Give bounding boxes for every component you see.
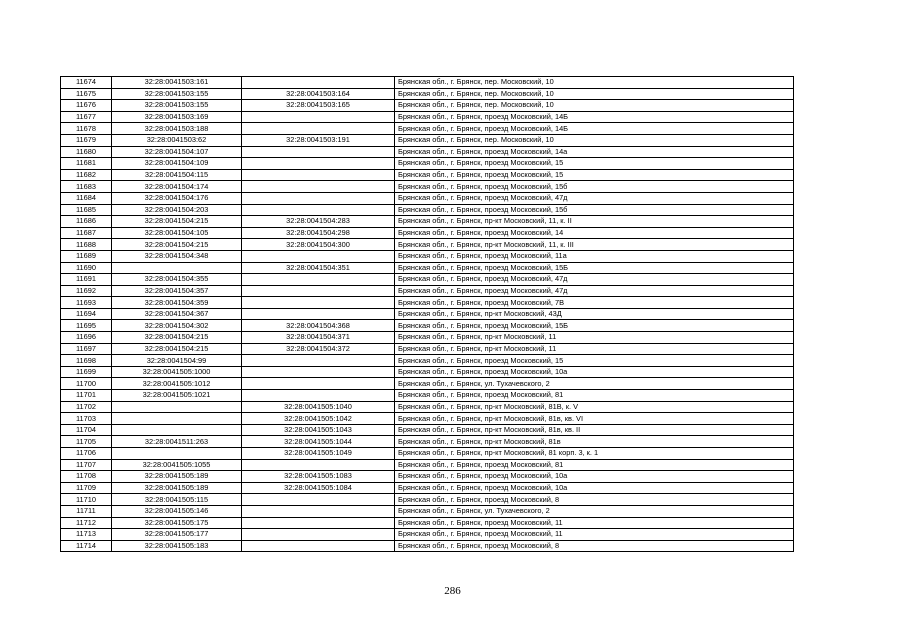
cadastral-number-cell: 32:28:0041504:215	[112, 216, 242, 228]
cadastral-number-cell: 32:28:0041504:355	[112, 274, 242, 286]
row-number-cell: 11683	[61, 181, 112, 193]
object-number-cell: 32:28:0041503:191	[242, 134, 395, 146]
row-number-cell: 11708	[61, 471, 112, 483]
cadastral-number-cell: 32:28:0041503:161	[112, 77, 242, 89]
cadastral-number-cell: 32:28:0041504:357	[112, 285, 242, 297]
cadastral-number-cell: 32:28:0041504:99	[112, 355, 242, 367]
table-row	[61, 239, 794, 251]
cadastral-number-cell: 32:28:0041503:188	[112, 123, 242, 135]
row-number-cell: 11679	[61, 134, 112, 146]
row-number-cell: 11703	[61, 413, 112, 425]
row-number-cell: 11686	[61, 216, 112, 228]
cadastral-number-cell: 32:28:0041504:176	[112, 192, 242, 204]
table-row	[61, 216, 794, 228]
cadastral-number-cell: 32:28:0041505:189	[112, 471, 242, 483]
address-cell: Брянская обл., г. Брянск, проезд Московский, 8	[395, 540, 794, 552]
table-row	[61, 355, 794, 367]
object-number-cell	[242, 146, 395, 158]
cadastral-number-cell	[112, 413, 242, 425]
table-row	[61, 111, 794, 123]
row-number-cell: 11682	[61, 169, 112, 181]
cadastral-number-cell	[112, 424, 242, 436]
cadastral-number-cell: 32:28:0041505:1012	[112, 378, 242, 390]
row-number-cell: 11700	[61, 378, 112, 390]
address-cell: Брянская обл., г. Брянск, пр-кт Московский, 43Д	[395, 308, 794, 320]
object-number-cell	[242, 158, 395, 170]
table-row	[61, 77, 794, 89]
table-row	[61, 181, 794, 193]
address-cell: Брянская обл., г. Брянск, проезд Московский, 47д	[395, 274, 794, 286]
cadastral-number-cell: 32:28:0041505:115	[112, 494, 242, 506]
table-row	[61, 88, 794, 100]
cadastral-number-cell: 32:28:0041505:146	[112, 505, 242, 517]
row-number-cell: 11678	[61, 123, 112, 135]
object-number-cell	[242, 111, 395, 123]
address-cell: Брянская обл., г. Брянск, проезд Московский, 14Б	[395, 111, 794, 123]
table-row	[61, 471, 794, 483]
row-number-cell: 11689	[61, 250, 112, 262]
cadastral-number-cell	[112, 401, 242, 413]
object-number-cell: 32:28:0041504:368	[242, 320, 395, 332]
table-row	[61, 262, 794, 274]
table-row	[61, 158, 794, 170]
table-row	[61, 540, 794, 552]
row-number-cell: 11709	[61, 482, 112, 494]
object-number-cell: 32:28:0041504:298	[242, 227, 395, 239]
row-number-cell: 11699	[61, 366, 112, 378]
object-number-cell	[242, 274, 395, 286]
address-cell: Брянская обл., г. Брянск, проезд Московский, 11	[395, 517, 794, 529]
cadastral-number-cell: 32:28:0041503:169	[112, 111, 242, 123]
row-number-cell: 11690	[61, 262, 112, 274]
address-cell: Брянская обл., г. Брянск, проезд Московский, 15	[395, 355, 794, 367]
table-row	[61, 378, 794, 390]
cadastral-number-cell: 32:28:0041504:203	[112, 204, 242, 216]
cadastral-number-cell: 32:28:0041505:1055	[112, 459, 242, 471]
row-number-cell: 11696	[61, 332, 112, 344]
row-number-cell: 11704	[61, 424, 112, 436]
cadastral-number-cell: 32:28:0041504:215	[112, 239, 242, 251]
address-cell: Брянская обл., г. Брянск, пр-кт Московский, 81В, к. V	[395, 401, 794, 413]
address-cell: Брянская обл., г. Брянск, проезд Московский, 10а	[395, 366, 794, 378]
address-cell: Брянская обл., г. Брянск, пр-кт Московский, 81в	[395, 436, 794, 448]
object-number-cell	[242, 517, 395, 529]
row-number-cell: 11701	[61, 390, 112, 402]
table-row	[61, 529, 794, 541]
table-row	[61, 482, 794, 494]
cadastral-number-cell: 32:28:0041505:183	[112, 540, 242, 552]
table-row	[61, 204, 794, 216]
cadastral-number-cell: 32:28:0041504:109	[112, 158, 242, 170]
row-number-cell: 11681	[61, 158, 112, 170]
object-number-cell	[242, 540, 395, 552]
object-number-cell	[242, 192, 395, 204]
cadastral-number-cell: 32:28:0041505:1021	[112, 390, 242, 402]
address-cell: Брянская обл., г. Брянск, проезд Московский, 47д	[395, 192, 794, 204]
object-number-cell: 32:28:0041505:1084	[242, 482, 395, 494]
table-row	[61, 401, 794, 413]
object-number-cell	[242, 529, 395, 541]
table-row	[61, 459, 794, 471]
address-cell: Брянская обл., г. Брянск, пр-кт Московский, 81в, кв. VI	[395, 413, 794, 425]
page-number: 286	[444, 585, 461, 597]
address-cell: Брянская обл., г. Брянск, пр-кт Московский, 81 корп. 3, к. 1	[395, 448, 794, 460]
table-row	[61, 285, 794, 297]
object-number-cell	[242, 308, 395, 320]
object-number-cell	[242, 77, 395, 89]
object-number-cell	[242, 459, 395, 471]
address-cell: Брянская обл., г. Брянск, проезд Московский, 15Б	[395, 320, 794, 332]
address-cell: Брянская обл., г. Брянск, проезд Московский, 10а	[395, 471, 794, 483]
table-row	[61, 308, 794, 320]
row-number-cell: 11702	[61, 401, 112, 413]
row-number-cell: 11680	[61, 146, 112, 158]
address-cell: Брянская обл., г. Брянск, пер. Московский, 10	[395, 88, 794, 100]
table-row	[61, 274, 794, 286]
object-number-cell: 32:28:0041505:1044	[242, 436, 395, 448]
table-row	[61, 413, 794, 425]
object-number-cell: 32:28:0041504:371	[242, 332, 395, 344]
address-cell: Брянская обл., г. Брянск, ул. Тухачевского, 2	[395, 505, 794, 517]
table-row	[61, 494, 794, 506]
table-row	[61, 505, 794, 517]
address-cell: Брянская обл., г. Брянск, пр-кт Московский, 11	[395, 332, 794, 344]
address-cell: Брянская обл., г. Брянск, проезд Московский, 81	[395, 459, 794, 471]
table-row	[61, 227, 794, 239]
cadastral-number-cell: 32:28:0041504:367	[112, 308, 242, 320]
cadastral-number-cell: 32:28:0041505:177	[112, 529, 242, 541]
address-cell: Брянская обл., г. Брянск, проезд Московский, 11а	[395, 250, 794, 262]
object-number-cell: 32:28:0041505:1042	[242, 413, 395, 425]
address-cell: Брянская обл., г. Брянск, проезд Московский, 15Б	[395, 262, 794, 274]
row-number-cell: 11676	[61, 100, 112, 112]
row-number-cell: 11691	[61, 274, 112, 286]
cadastral-number-cell: 32:28:0041504:359	[112, 297, 242, 309]
cadastral-number-cell: 32:28:0041505:175	[112, 517, 242, 529]
object-number-cell: 32:28:0041504:372	[242, 343, 395, 355]
object-number-cell: 32:28:0041505:1043	[242, 424, 395, 436]
table-row	[61, 320, 794, 332]
table-row	[61, 100, 794, 112]
table-row	[61, 123, 794, 135]
row-number-cell: 11706	[61, 448, 112, 460]
object-number-cell: 32:28:0041505:1049	[242, 448, 395, 460]
row-number-cell: 11711	[61, 505, 112, 517]
address-cell: Брянская обл., г. Брянск, пер. Московский, 10	[395, 100, 794, 112]
address-cell: Брянская обл., г. Брянск, проезд Московский, 15	[395, 169, 794, 181]
address-cell: Брянская обл., г. Брянск, пр-кт Московский, 11	[395, 343, 794, 355]
row-number-cell: 11710	[61, 494, 112, 506]
cadastral-number-cell: 32:28:0041505:1000	[112, 366, 242, 378]
object-number-cell: 32:28:0041504:300	[242, 239, 395, 251]
address-cell: Брянская обл., г. Брянск, проезд Московский, 14а	[395, 146, 794, 158]
address-cell: Брянская обл., г. Брянск, пр-кт Московский, 81в, кв. II	[395, 424, 794, 436]
cadastral-number-cell: 32:28:0041504:115	[112, 169, 242, 181]
address-cell: Брянская обл., г. Брянск, пр-кт Московский, 11, к. III	[395, 239, 794, 251]
row-number-cell: 11707	[61, 459, 112, 471]
object-number-cell	[242, 366, 395, 378]
row-number-cell: 11674	[61, 77, 112, 89]
table-row	[61, 448, 794, 460]
address-cell: Брянская обл., г. Брянск, пр-кт Московский, 11, к. II	[395, 216, 794, 228]
object-number-cell	[242, 355, 395, 367]
row-number-cell: 11675	[61, 88, 112, 100]
row-number-cell: 11697	[61, 343, 112, 355]
table-row	[61, 424, 794, 436]
object-number-cell	[242, 169, 395, 181]
table-row	[61, 390, 794, 402]
address-cell: Брянская обл., г. Брянск, проезд Московский, 81	[395, 390, 794, 402]
cadastral-number-cell: 32:28:0041503:155	[112, 88, 242, 100]
cadastral-number-cell: 32:28:0041503:62	[112, 134, 242, 146]
address-cell: Брянская обл., г. Брянск, пер. Московский, 10	[395, 134, 794, 146]
cadastral-number-cell: 32:28:0041504:174	[112, 181, 242, 193]
object-number-cell: 32:28:0041505:1083	[242, 471, 395, 483]
row-number-cell: 11712	[61, 517, 112, 529]
table-row	[61, 366, 794, 378]
cadastral-number-cell: 32:28:0041511:263	[112, 436, 242, 448]
object-number-cell	[242, 390, 395, 402]
table-row	[61, 146, 794, 158]
row-number-cell: 11695	[61, 320, 112, 332]
address-cell: Брянская обл., г. Брянск, проезд Московский, 47д	[395, 285, 794, 297]
object-number-cell	[242, 123, 395, 135]
table-row	[61, 517, 794, 529]
address-cell: Брянская обл., г. Брянск, проезд Московский, 14Б	[395, 123, 794, 135]
row-number-cell: 11713	[61, 529, 112, 541]
address-cell: Брянская обл., г. Брянск, проезд Московский, 15б	[395, 204, 794, 216]
row-number-cell: 11688	[61, 239, 112, 251]
row-number-cell: 11692	[61, 285, 112, 297]
object-number-cell: 32:28:0041503:164	[242, 88, 395, 100]
address-cell: Брянская обл., г. Брянск, проезд Московский, 15б	[395, 181, 794, 193]
cadastral-number-cell: 32:28:0041504:105	[112, 227, 242, 239]
row-number-cell: 11698	[61, 355, 112, 367]
object-number-cell: 32:28:0041505:1040	[242, 401, 395, 413]
row-number-cell: 11685	[61, 204, 112, 216]
object-number-cell	[242, 297, 395, 309]
address-cell: Брянская обл., г. Брянск, ул. Тухачевского, 2	[395, 378, 794, 390]
table-body	[61, 77, 794, 552]
cadastral-number-cell	[112, 262, 242, 274]
cadastral-number-cell: 32:28:0041504:107	[112, 146, 242, 158]
row-number-cell: 11714	[61, 540, 112, 552]
row-number-cell: 11687	[61, 227, 112, 239]
object-number-cell: 32:28:0041503:165	[242, 100, 395, 112]
cadastral-table	[60, 76, 794, 552]
object-number-cell	[242, 250, 395, 262]
object-number-cell	[242, 181, 395, 193]
table-row	[61, 250, 794, 262]
object-number-cell	[242, 505, 395, 517]
address-cell: Брянская обл., г. Брянск, проезд Московский, 15	[395, 158, 794, 170]
table-row	[61, 332, 794, 344]
object-number-cell	[242, 378, 395, 390]
table-row	[61, 134, 794, 146]
table-row	[61, 192, 794, 204]
address-cell: Брянская обл., г. Брянск, проезд Московский, 10а	[395, 482, 794, 494]
row-number-cell: 11705	[61, 436, 112, 448]
address-cell: Брянская обл., г. Брянск, проезд Московский, 8	[395, 494, 794, 506]
cadastral-number-cell: 32:28:0041505:189	[112, 482, 242, 494]
table-row	[61, 436, 794, 448]
table-row	[61, 343, 794, 355]
address-cell: Брянская обл., г. Брянск, пер. Московский, 10	[395, 77, 794, 89]
object-number-cell: 32:28:0041504:351	[242, 262, 395, 274]
address-cell: Брянская обл., г. Брянск, проезд Московский, 7В	[395, 297, 794, 309]
row-number-cell: 11693	[61, 297, 112, 309]
cadastral-number-cell: 32:28:0041504:348	[112, 250, 242, 262]
object-number-cell	[242, 204, 395, 216]
row-number-cell: 11694	[61, 308, 112, 320]
table-row	[61, 169, 794, 181]
address-cell: Брянская обл., г. Брянск, проезд Московский, 14	[395, 227, 794, 239]
cadastral-number-cell: 32:28:0041504:302	[112, 320, 242, 332]
row-number-cell: 11684	[61, 192, 112, 204]
table-row	[61, 297, 794, 309]
address-cell: Брянская обл., г. Брянск, проезд Московский, 11	[395, 529, 794, 541]
object-number-cell: 32:28:0041504:283	[242, 216, 395, 228]
cadastral-number-cell: 32:28:0041504:215	[112, 332, 242, 344]
object-number-cell	[242, 494, 395, 506]
cadastral-number-cell: 32:28:0041504:215	[112, 343, 242, 355]
cadastral-number-cell: 32:28:0041503:155	[112, 100, 242, 112]
row-number-cell: 11677	[61, 111, 112, 123]
cadastral-number-cell	[112, 448, 242, 460]
object-number-cell	[242, 285, 395, 297]
